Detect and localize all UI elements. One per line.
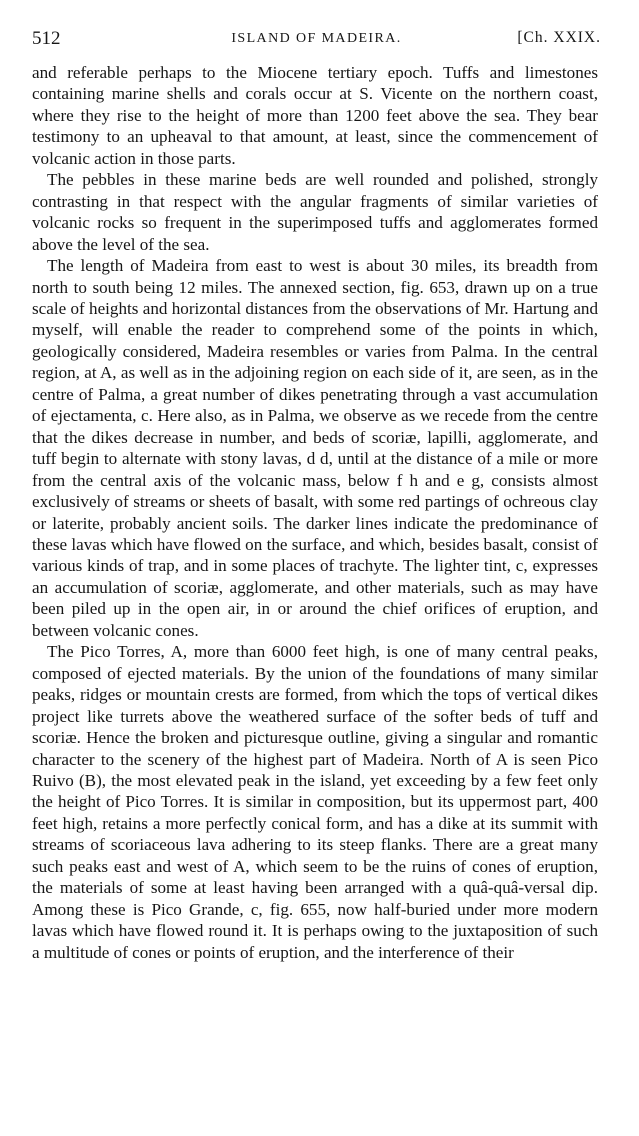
running-title: ISLAND OF MADEIRA.: [231, 31, 402, 46]
paragraph-madeira-section: The length of Madeira from east to west is about 30 miles, its breadth from north to south being 12 miles. The annexed section, fig. 653, drawn up on a true scale of heights and horizontal distances from the observations of Mr. Hartung and myself, will enable the reader to comprehend some of the points in which, geologically considered, Madeira resembles or varies from Palma. In the central region, at A, as well as in the adjoining region on each side of it, are seen, as in the centre of Palma, a great number of dikes penetrating through a vast accumulation of ejectamenta, c. Here also, as in Palma, we observe as we recede from the centre that the dikes decrease in number, and beds of scoriæ, lapilli, agglomerate, and tuff begin to alternate with stony lavas, d d, until at the distance of a mile or more from the central axis of the volcanic mass, below f h and e g, consists almost exclusively of streams or sheets of basalt, with some red partings of ochreous clay or laterite, probably ancient soils. The darker lines indicate the predominance of these lavas which have flowed on the surface, and which, besides basalt, consist of various kinds of trap, and in some places of trachyte. The lighter tint, c, expresses an accumulation of scoriæ, agglomerate, and other materials, such as may have been piled up in the open air, in or around the chief orifices of eruption, and between volcanic cones.: [32, 256, 598, 640]
paragraph-miocene-tuffs: and referable perhaps to the Miocene tertiary epoch. Tuffs and limestones containing marine shells and corals occur at S. Vicente on the northern coast, where they rise to the height of more than 1200 feet above the sea. They bear testimony to an upheaval to that amount, at least, since the commencement of volcanic action in those parts.: [32, 63, 598, 168]
paragraph-pico-torres: The Pico Torres, A, more than 6000 feet high, is one of many central peaks, composed of ejected materials. By the union of the foundations of many similar peaks, ridges or mountain crests are formed, from which the tops of vertical dikes project like turrets above the weathered surface of the softer beds of tuff and scoriæ. Hence the broken and picturesque outline, giving a singular and romantic character to the scenery of the highest part of Madeira. North of A is seen Pico Ruivo (B), the most elevated peak in the island, yet exceeding by a few feet only the height of Pico Torres. It is similar in composition, but its uppermost part, 400 feet high, retains a more perfectly conical form, and has a dike at its summit with streams of scoriaceous lava adhering to its steep flanks. There are a great many such peaks east and west of A, which seem to be the ruins of cones of eruption, the materials of some at least having been arranged with a quâ-quâ-versal dip. Among these is Pico Grande, c, fig. 655, now half-buried under more modern lavas which have flowed round it. It is perhaps owing to the juxtaposition of such a multitude of cones or points of eruption, and the interference of their: [32, 642, 598, 962]
body-text: [32, 62, 598, 963]
paragraph-marine-pebbles: The pebbles in these marine beds are well rounded and polished, strongly contrasting in that respect with the angular fragments of similar varieties of volcanic rocks so frequent in the superimposed tuffs and agglomerates formed above the level of the sea.: [32, 170, 598, 254]
chapter-reference: [Ch. XXIX.: [517, 29, 601, 46]
page-number: 512: [32, 28, 61, 49]
running-header: [32, 28, 601, 52]
